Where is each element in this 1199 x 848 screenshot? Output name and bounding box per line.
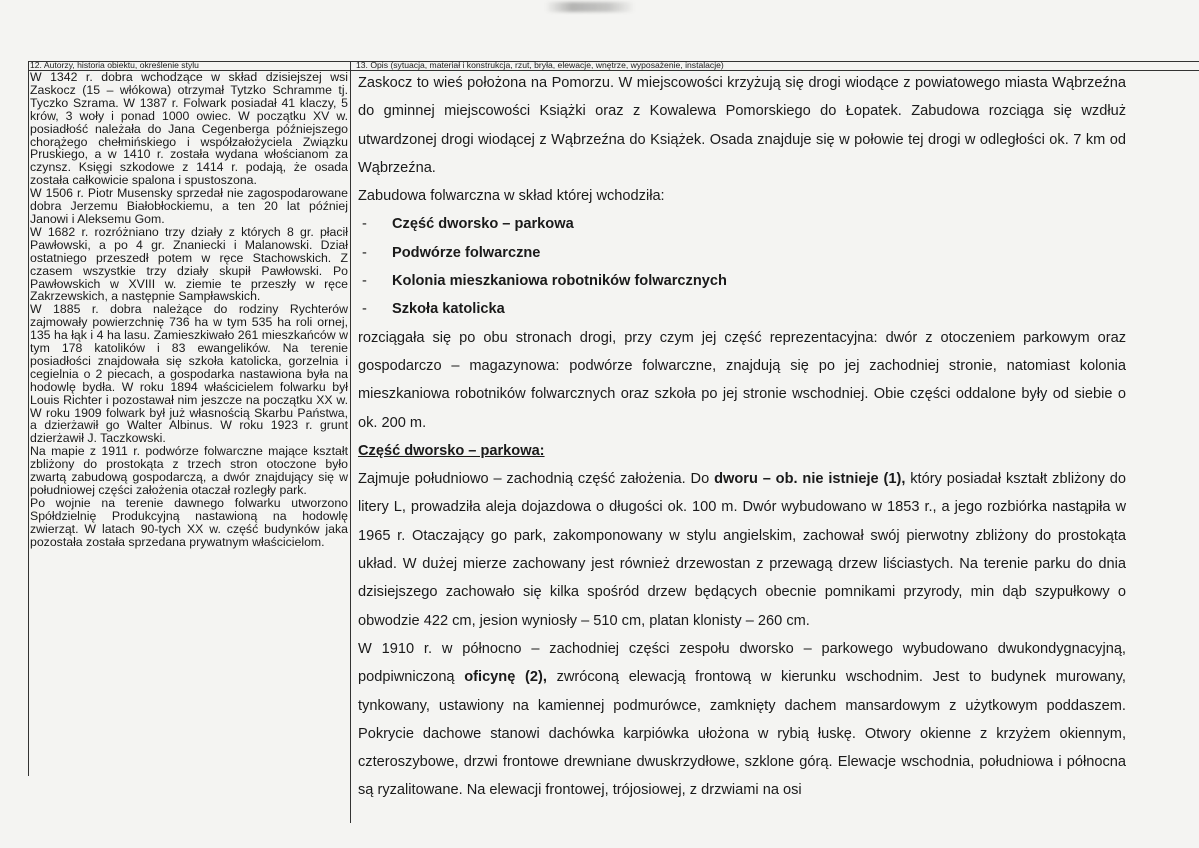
description-column: [358, 69, 1126, 805]
list-item-label: Część dworsko – parkowa: [392, 216, 574, 233]
table-left-border: [28, 61, 29, 776]
history-paragraph: W 1342 r. dobra wchodzące w skład dzisiejszej wsi Zaskocz (15 – włókowa) otrzymał Tytzko Schramme tj. Tyczko Szrama. W 1387 r. Folwark posiadał 41 klaczy, 5 krów, 3 woły i ponad 1000 owiec. W początku XV w. posiadłość należała do Jana Cegenberga późniejszego chorążego chełmińskiego i współzałożyciela Związku Pruskiego, a w 1410 r. została wydana włościanom za czynsz. Księgi szkodowe z 1414 r. podają, że osada została całkowicie spalona i spustoszona.: [30, 70, 348, 188]
left-column-header: 12. Autorzy, historia obiektu, określenie stylu: [30, 60, 199, 70]
history-paragraph: W 1885 r. dobra należące do rodziny Rychterów zajmowały powierzchnię 736 ha w tym 535 ha roli ornej, 135 ha łąk i 4 ha lasu. Zamieszkiwało 261 mieszkańców w tym 178 katolików i 83 ewangelików. Na terenie posiadłości znajdowała się szkoła katolicka, gorzelnia i cegielnia o 2 piecach, a gospodarka nastawiona była na hodowlę bydła. W roku 1894 właścicielem folwarku był Louis Richter i pozostawał nim jeszcze na początku XX w. W roku 1909 folwark był już własnością Skarbu Państwa, a dzierżawił go Walter Albinus. W roku 1923 r. grunt dzierżawił J. Taczkowski.: [30, 302, 348, 446]
manor-reference: dworu – ob. nie istnieje (1),: [714, 471, 906, 488]
manor-paragraph: [358, 465, 1126, 635]
list-item: [358, 267, 1126, 295]
complex-parts-list: [358, 210, 1126, 323]
right-column-header: 13. Opis (sytuacja, materiał i konstrukcja, rzut, bryła, elewacje, wnętrze, wyposażenie, instalacje): [356, 60, 724, 70]
history-column: [30, 71, 348, 549]
list-item: [358, 295, 1126, 323]
list-dash: -: [362, 244, 367, 261]
annex-text-a: W 1910 r. w północno – zachodniej części zespołu dworsko – parkowego wybudowano dwukondygnacyjną, podpiwniczoną: [358, 640, 1126, 686]
list-dash: -: [362, 273, 367, 290]
list-dash: -: [362, 301, 367, 318]
history-paragraph: W 1682 r. rozróżniano trzy działy z których 8 gr. płacił Pawłowski, a po 4 gr. Znaniecki i Malanowski. Dział ostatniego przeszedł potem w ręce Stachowskich. Z czasem wszystkie trzy działy skupił Pawłowski. Po Pawłowskich w XVIII w. ziemie te przeszły w ręce Zakrzewskich, a następnie Sampławskich.: [30, 224, 348, 304]
list-item-label: Kolonia mieszkaniowa robotników folwarcznych: [392, 273, 727, 290]
annex-reference: oficynę (2),: [464, 669, 547, 686]
layout-paragraph: rozciągała się po obu stronach drogi, przy czym jej część reprezentacyjna: dwór z otoczeniem parkowym oraz gospodarczo – magazynowa: podwórze folwarczne, znajdują się po jej zachodniej stronie, natomiast kolonia mieszkaniowa robotników folwarcznych oraz szkoła po jej stronie wschodniej. Obie części oddalone były od siebie o ok. 200 m.: [358, 329, 1126, 431]
list-item: [358, 239, 1126, 267]
list-item-label: Szkoła katolicka: [392, 301, 505, 318]
history-paragraph: Po wojnie na terenie dawnego folwarku utworzono Spółdzielnię Produkcyjną nastawioną na hodowlę zwierząt. W latach 90-tych XX w. część budynków jaka pozostała została sprzedana prywatnym właścicielom.: [30, 495, 348, 549]
history-paragraph: Na mapie z 1911 r. podwórze folwarczne mające kształt zbliżony do prostokąta z trzech stron otoczone było zwartą zabudową gospodarczą, a dwór znajdujący się w południowej części założenia otaczał rozległy park.: [30, 444, 348, 497]
annex-text-b: zwróconą elewacją frontową w kierunku wschodnim. Jest to budynek murowany, tynkowany, ustawiony na kamiennej podmurówce, zamknięty dachem mansardowym z użytkowym poddaszem. Pokrycie dachowe stanowi dachówka karpiówka ułożona w rybią łuskę. Otwory okienne z krzyżem okiennym, czteroszybowe, drzwi frontowe drewniane dwuskrzydłowe, szklone górą. Elewacje wschodnia, południowa i północna są ryzalitowane. Na elewacji frontowej, trójosiowej, z drzwiami na osi: [358, 669, 1126, 799]
column-divider: [350, 61, 351, 823]
list-item-label: Podwórze folwarczne: [392, 244, 541, 261]
section-heading: Część dworsko – parkowa:: [358, 442, 545, 459]
list-intro: Zabudowa folwarczna w skład której wchodziła:: [358, 188, 665, 205]
annex-paragraph: [358, 635, 1126, 805]
list-item: [358, 210, 1126, 238]
intro-paragraph: Zaskocz to wieś położona na Pomorzu. W miejscowości krzyżują się drogi wiodące z powiatowego miasta Wąbrzeźna do gminnej miejscowości Książki oraz z Kowalewa Pomorskiego do Łopatek. Zabudowa rozciąga się wzdłuż utwardzonej drogi wiodącej z Wąbrzeźna do Książek. Osada znajduje się w połowie tej drogi w odległości ok. 7 km od Wąbrzeźna.: [358, 75, 1126, 176]
scan-smudge: [545, 2, 635, 12]
history-paragraph: W 1506 r. Piotr Musensky sprzedał nie zagospodarowane dobra Jerzemu Białobłockiemu, a ten 20 lat później Janowi i Aleksemu Gom.: [30, 186, 348, 226]
manor-text-b: który posiadał kształt zbliżony do litery L, prowadziła aleja dojazdowa o długości ok. 100 m. Dwór wybudowano w 1853 r., a jego rozbiórka nastąpiła w 1965 r. Otaczający go park, zakomponowany w stylu angielskim, zachował swój pierwotny zbliżony do prostokąta układ. W dużej mierze zachowany jest również drzewostan z przewagą drzew liściastych. Na terenie parku do dnia dzisiejszego zachowało się kilka spośród drzew będących obecnie pomnikami przyrody, min dąb szypułkowy o obwodzie 422 cm, jesion wyniosły – 510 cm, platan klonisty – 260 cm.: [358, 471, 1126, 629]
list-dash: -: [362, 216, 367, 233]
manor-text-a: Zajmuje południowo – zachodnią część założenia. Do: [358, 471, 715, 488]
